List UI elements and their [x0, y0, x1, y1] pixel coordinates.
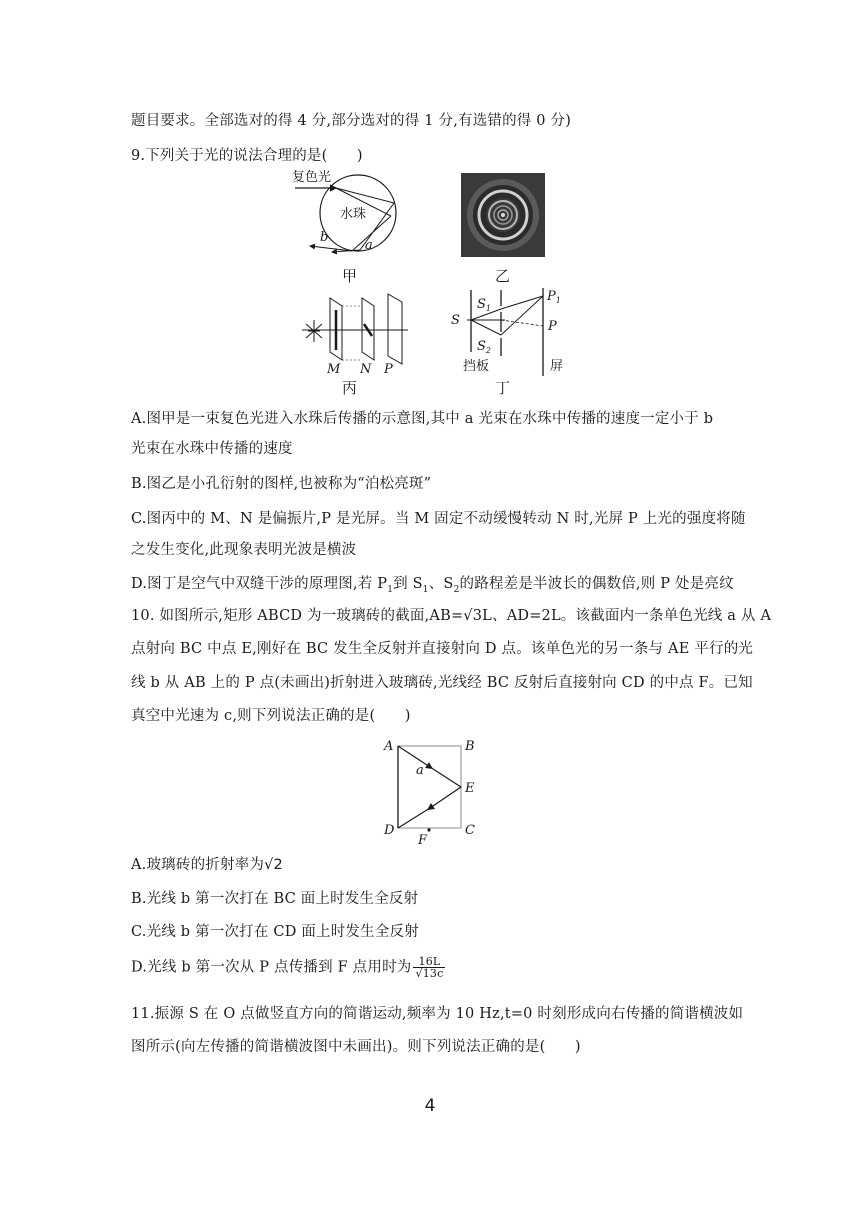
q9-option-a-line1: A.图甲是一束复色光进入水珠后传播的示意图,其中 a 光束在水珠中传播的速度一定小于 b: [131, 411, 714, 427]
q10-option-b: B.光线 b 第一次打在 BC 面上时发生全反射: [131, 891, 419, 907]
fig-ding-screen-label: 屏: [550, 359, 564, 374]
fig-ding-p1-label: $P_1$: [547, 289, 561, 305]
q9-stem: 9.下列关于光的说法合理的是( ): [131, 148, 363, 164]
q10-stem-line4: 真空中光速为 c,则下列说法正确的是( ): [131, 708, 411, 724]
figure-ding-double-slit: [447, 286, 577, 378]
q9-option-b: B.图乙是小孔衍射的图样,也被称为“泊松亮斑”: [131, 476, 432, 492]
figure-q10-rectangle: [380, 738, 480, 848]
fig-ding-board-label: 挡板: [463, 359, 490, 374]
fig-ding-s-label: S: [451, 313, 460, 328]
fig-q10-label-c: C: [465, 823, 475, 838]
q9-option-c-line1: C.图丙中的 M、N 是偏振片,P 是光屏。当 M 固定不动缓慢转动 N 时,光屏 P 上光的强度将随: [131, 511, 746, 527]
fig-jia-light-label: 复色光: [292, 170, 332, 185]
fig-ding-p-label: P: [548, 319, 557, 334]
fig-jia-ray-b: b: [320, 230, 329, 245]
q10-option-d: D.光线 b 第一次从 P 点传播到 F 点用时为 $\frac{16L}{√13c}$: [131, 955, 444, 980]
fig-ding-s1-label: $S_1$: [477, 297, 491, 313]
q10-stem-line1: 10. 如图所示,矩形 ABCD 为一玻璃砖的截面,AB=√3L、AD=2L。该截面内一条单色光线 a 从 A: [131, 608, 772, 624]
q9-option-d: D.图丁是空气中双缝干涉的原理图,若 $P_1$到 $S_1$、$S_2$的路程差是半波长的偶数倍,则 P 处是亮纹: [131, 576, 734, 595]
fig-jia-ray-a: a: [365, 238, 373, 253]
q9-option-c-line2: 之发生变化,此现象表明光波是横波: [131, 542, 357, 558]
fig-jia-drop-label: 水珠: [340, 207, 367, 222]
q9-option-a-line2: 光束在水珠中传播的速度: [131, 441, 293, 457]
fig-bing-n-label: N: [360, 362, 372, 375]
q11-stem-line2: 图所示(向左传播的简谐横波图中未画出)。则下列说法正确的是( ): [131, 1039, 581, 1055]
q10-stem-line2: 点射向 BC 中点 E,刚好在 BC 发生全反射并直接射向 D 点。该单色光的另一条与 AE 平行的光: [131, 641, 754, 657]
fig-bing-m-label: M: [327, 362, 341, 375]
fig-yi-caption: 乙: [495, 267, 511, 285]
fig-jia-caption: 甲: [342, 267, 358, 285]
page-number: 4: [424, 1096, 436, 1116]
intro-text: 题目要求。全部选对的得 4 分,部分选对的得 1 分,有选错的得 0 分): [131, 113, 572, 129]
fig-bing-p-label: P: [384, 362, 393, 375]
q10-option-c: C.光线 b 第一次打在 CD 面上时发生全反射: [131, 924, 419, 940]
figure-yi-diffraction-pattern: [461, 173, 545, 257]
fig-q10-label-ray-a: a: [416, 763, 424, 778]
figure-jia-water-drop: [290, 168, 415, 258]
q10-option-d-fraction: $\frac{16L}{√13c}$: [415, 955, 444, 980]
fig-q10-label-b: B: [465, 739, 475, 754]
q10-stem-line3: 线 b 从 AB 上的 P 点(未画出)折射进入玻璃砖,光线经 BC 反射后直接射向 CD 的中点 F。已知: [131, 675, 753, 691]
fig-q10-label-e: E: [465, 781, 475, 796]
figure-bing-polarizers: [300, 290, 410, 375]
fig-q10-label-f: F: [418, 833, 428, 848]
fig-q10-label-d: D: [384, 823, 395, 838]
q11-stem-line1: 11.振源 S 在 O 点做竖直方向的简谐运动,频率为 10 Hz,t=0 时刻形成向右传播的简谐横波如: [131, 1006, 744, 1022]
fig-ding-s2-label: $S_2$: [477, 339, 491, 355]
fig-bing-caption: 丙: [342, 379, 358, 397]
fig-ding-caption: 丁: [495, 379, 511, 397]
q10-option-a: A.玻璃砖的折射率为√2: [131, 857, 283, 873]
fig-q10-label-a: A: [384, 739, 394, 754]
